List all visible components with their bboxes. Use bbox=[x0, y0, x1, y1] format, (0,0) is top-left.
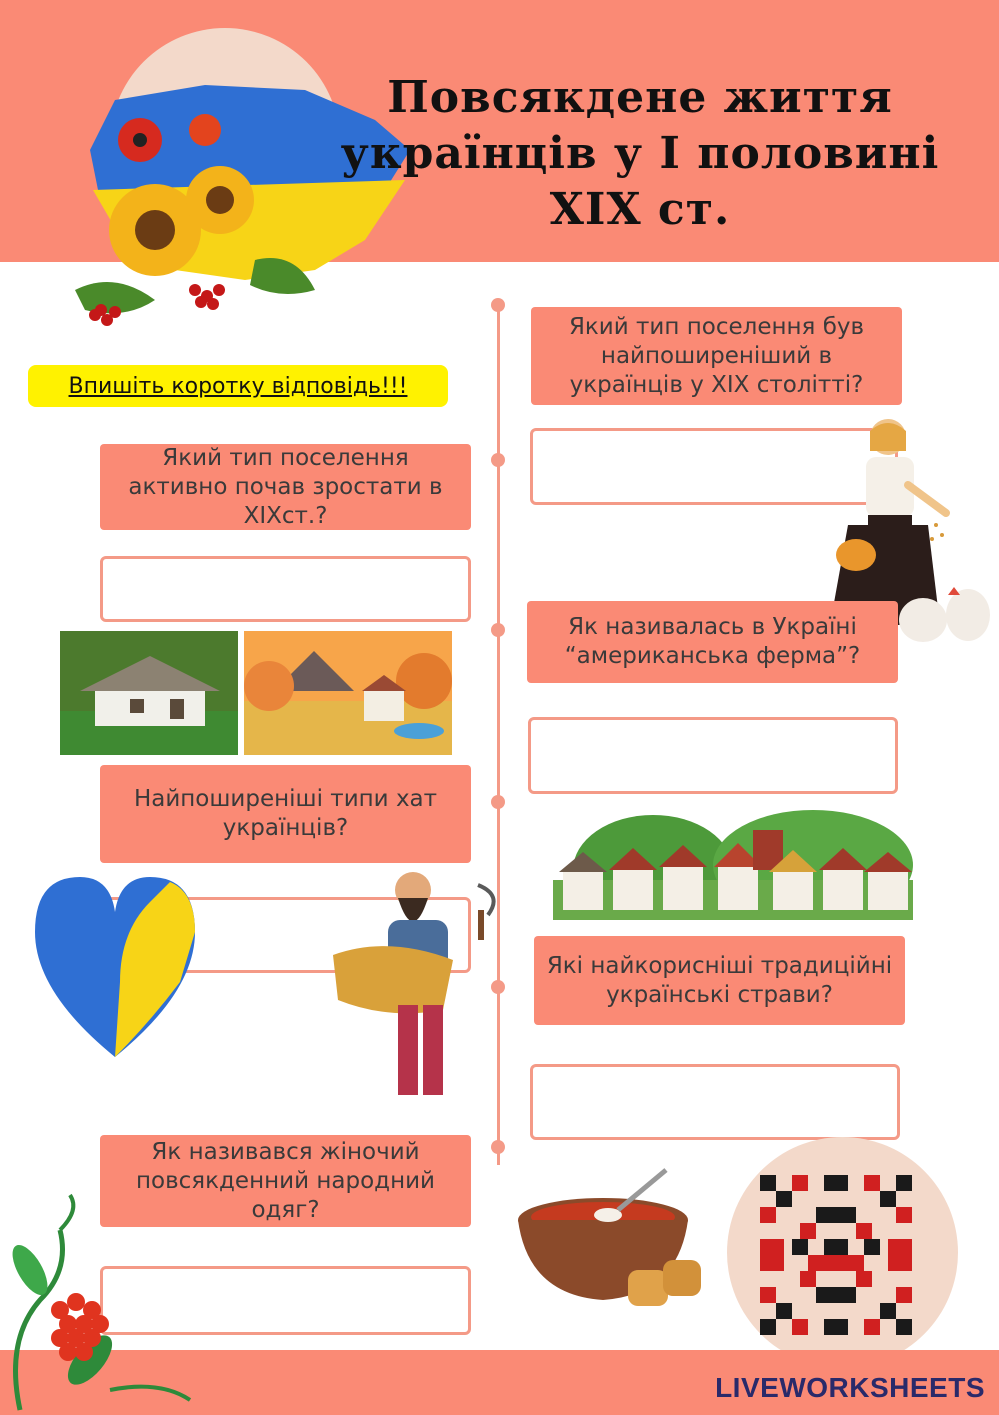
question-3-text: Як називалась в Україні “американська ферма”? bbox=[564, 614, 861, 669]
timeline-dot bbox=[491, 1140, 505, 1154]
village-cartoon-photo bbox=[244, 631, 452, 755]
question-1 bbox=[531, 307, 902, 405]
timeline-dot bbox=[491, 298, 505, 312]
answer-field-5[interactable] bbox=[530, 1064, 900, 1140]
question-2-text: Який тип поселення активно почав зростати в ХІХст.? bbox=[128, 444, 443, 529]
question-4 bbox=[100, 765, 471, 863]
heart-flag-icon bbox=[30, 872, 200, 1062]
house-photo bbox=[60, 631, 238, 755]
timeline-dot bbox=[491, 623, 505, 637]
question-1-text: Який тип поселення був найпоширеніший в українців у ХІХ столітті? bbox=[568, 313, 865, 398]
question-4-text: Найпоширеніші типи хат українців? bbox=[133, 786, 438, 841]
farmer-wheat-icon bbox=[328, 870, 508, 1115]
timeline-dot bbox=[491, 795, 505, 809]
instruction-badge: Впишіть коротку відповідь!!! bbox=[28, 365, 448, 407]
timeline-dot bbox=[491, 453, 505, 467]
page-title: Повсякдене життя українців у І половині ХІХ ст. bbox=[340, 72, 940, 235]
liveworksheets-logo[interactable]: LIVEWORKSHEETS bbox=[715, 1372, 985, 1403]
question-5-text: Які найкорисніші традиційні українські страви? bbox=[546, 952, 893, 1008]
answer-field-2[interactable] bbox=[100, 556, 471, 622]
question-3 bbox=[527, 601, 898, 683]
question-6-text: Як називався жіночий повсякденний народний одяг? bbox=[135, 1138, 435, 1223]
question-5 bbox=[534, 936, 905, 1025]
embroidery-pattern-icon bbox=[760, 1175, 928, 1335]
village-icon bbox=[553, 810, 913, 920]
question-2 bbox=[100, 444, 471, 530]
viburnum-ornament-icon bbox=[0, 1190, 200, 1415]
answer-field-3[interactable] bbox=[528, 717, 898, 794]
borscht-icon bbox=[508, 1165, 708, 1315]
